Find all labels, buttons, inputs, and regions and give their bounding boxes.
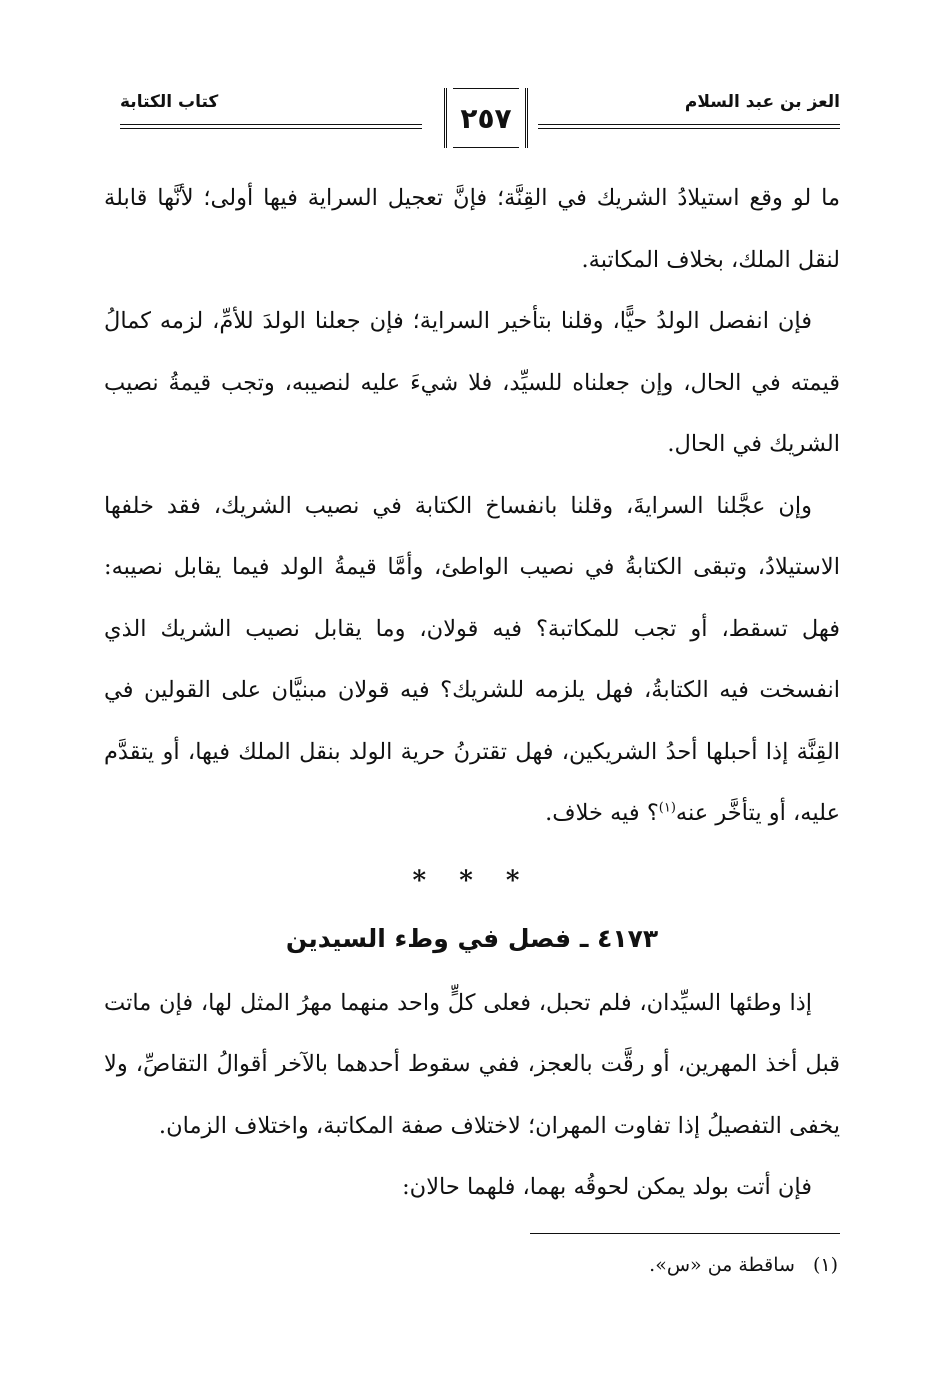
header-rule-left — [120, 124, 422, 129]
paragraph-3 — [104, 476, 840, 845]
header-rule-right — [538, 124, 840, 129]
body-text — [104, 168, 840, 1219]
footnote-number: (١) — [812, 1254, 838, 1276]
footnote-rule — [530, 1233, 840, 1234]
page-number: ٢٥٧ — [444, 88, 528, 148]
paragraph-3-end: ؟ فيه خلاف. — [545, 800, 659, 826]
footnote — [649, 1254, 838, 1276]
paragraph-3-text: وإن عجَّلنا السرايةَ، وقلنا بانفساخ الكتابة في نصيب الشريك، فقد خلفها الاستيلادُ، وتبقى الكتابةُ في نصيب الواطئ، وأمَّا قيمةُ الولد فيما يقابل نصيبه: فهل تسقط، أو تجب للمكاتبة؟ فيه قولان، وما يقابل نصيب الشريك الذي انفسخت فيه الكتابةُ، فهل يلزمه للشريك؟ فيه قولان مبنيَّان على القولين في القِنَّة إذا أحبلها أحدُ الشريكين، فهل تقترنُ حرية الولد بنقل الملك فيها، أو يتقدَّم عليه، أو يتأخَّر عنه — [104, 492, 840, 826]
section-paragraph-2: فإن أتت بولد يمكن لحوقُه بهما، فلهما حالان: — [402, 1174, 812, 1200]
author-title: العز بن عبد السلام — [684, 92, 840, 112]
book-section-title: كتاب الكتابة — [120, 92, 219, 112]
footnote-marker[interactable]: (١) — [658, 800, 676, 816]
running-header — [120, 86, 840, 156]
section-paragraph-1: إذا وطئها السيِّدان، فلم تحبل، فعلى كلٍّ واحد منهما مهرُ المثل لها، فإن ماتت قبل أخذ المهرين، أو رقَّت بالعجز، ففي سقوط أحدهما بالآخر أقوالُ التقاصِّ، ولا يخفى التفصيلُ إذا تفاوت المهران؛ لاختلاف صفة المكاتبة، واختلاف الزمان. — [104, 989, 840, 1139]
section-divider: * * * — [412, 865, 532, 896]
section-heading: ٤١٧٣ ـ فصل في وطء السيدين — [285, 923, 659, 953]
footnote-text: ساقطة من «س». — [649, 1254, 795, 1276]
paragraph-2: فإن انفصل الولدُ حيًّا، وقلنا بتأخير السراية؛ فإن جعلنا الولدَ للأمِّ، لزمه كمالُ قيمته في الحال، وإن جعلناه للسيِّد، فلا شيءَ عليه لنصيبه، وتجب قيمةُ نصيب الشريك في الحال. — [104, 308, 840, 457]
paragraph-1: ما لو وقع استيلادُ الشريك في القِنَّة؛ فإنَّ تعجيل السراية فيها أولى؛ لأنَّها قابلة لنقل الملك، بخلاف المكاتبة. — [104, 185, 840, 273]
